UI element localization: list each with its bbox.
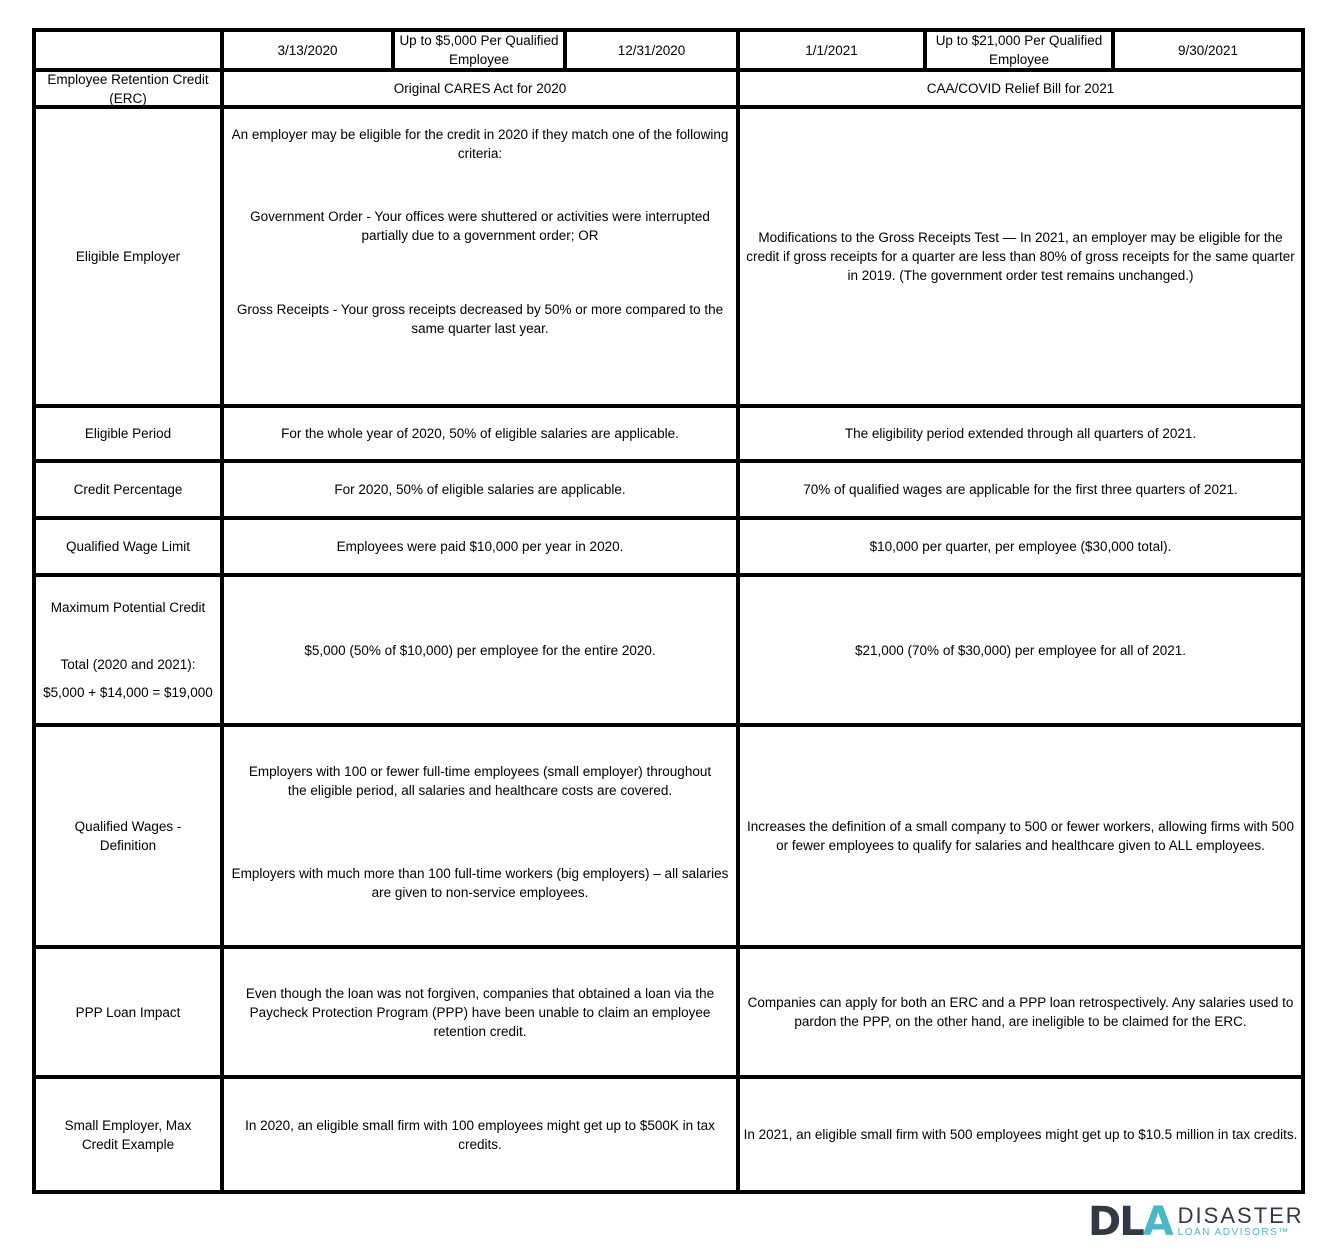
credit-2021: Up to $21,000 Per Qualified Employee <box>935 33 1103 67</box>
header-date-end-2021 <box>1115 32 1301 68</box>
small-employer-definition: Employers with 100 or fewer full-time employees (small employer) throughout the eligible period, all salaries and healthcare costs are covered. <box>248 764 712 798</box>
disaster-loan-advisors-logo <box>1088 1199 1304 1245</box>
logo-letter-a: A <box>1142 1199 1172 1245</box>
cell-text: Increases the definition of a small company to 500 or fewer workers, allowing firms with 500 or fewer employees to qualify for salaries and healthcare given to ALL employees. <box>746 819 1294 853</box>
row-label: Qualified Wages - Definition <box>74 819 182 853</box>
logo-word-disaster: DISASTER <box>1177 1203 1304 1228</box>
eligible-employer-2021 <box>740 109 1301 404</box>
header-credit-2020 <box>395 32 563 68</box>
qualified-wages-definition-2020 <box>224 727 736 945</box>
row-label-eligible-employer <box>36 109 220 404</box>
date-start-2020: 3/13/2020 <box>277 42 338 58</box>
date-end-2021: 9/30/2021 <box>1177 42 1239 58</box>
row-label-eligible-period <box>36 408 220 459</box>
row-label: Credit Percentage <box>73 482 183 497</box>
row-label: Eligible Period <box>84 426 172 441</box>
row-label-small-employer-example <box>36 1079 220 1190</box>
cell-text: In 2020, an eligible small firm with 100 employees might get up to $500K in tax credits. <box>245 1117 715 1152</box>
eligible-employer-2020 <box>224 109 736 404</box>
row-label: Eligible Employer <box>75 249 181 264</box>
qualified-wage-limit-2021 <box>740 520 1301 573</box>
credit-percentage-2021 <box>740 463 1301 516</box>
cell-text: $5,000 (50% of $10,000) per employee for the entire 2020. <box>304 642 656 658</box>
header-blank-cell <box>36 32 220 68</box>
cell-text: $10,000 per quarter, per employee ($30,000 total). <box>869 539 1172 554</box>
cell-text: 70% of qualified wages are applicable for the first three quarters of 2021. <box>803 482 1238 497</box>
date-end-2020: 12/31/2020 <box>617 42 686 58</box>
qualified-wages-definition-2021 <box>740 727 1301 945</box>
cell-text: Employees were paid $10,000 per year in 2020. <box>336 539 624 554</box>
erc-comparison-table <box>32 28 1305 1194</box>
dla-logo-mark <box>1088 1199 1172 1245</box>
subheader-label <box>36 72 220 105</box>
credit-percentage-2020 <box>224 463 736 516</box>
total-sum: $5,000 + $14,000 = $19,000 <box>43 685 213 700</box>
row-label: PPP Loan Impact <box>75 1004 181 1020</box>
cell-text: In 2021, an eligible small firm with 500 employees might get up to $10.5 million in tax credits. <box>743 1127 1298 1142</box>
cell-text: $21,000 (70% of $30,000) per employee for all of 2021. <box>855 642 1186 658</box>
maximum-potential-credit-2021 <box>740 577 1301 723</box>
header-date-end-2020 <box>567 32 736 68</box>
row-label-qualified-wages-definition <box>36 727 220 945</box>
row-label-credit-percentage <box>36 463 220 516</box>
cell-text: For 2020, 50% of eligible salaries are applicable. <box>334 482 626 497</box>
small-employer-example-2021 <box>740 1079 1301 1190</box>
date-start-2021: 1/1/2021 <box>805 42 858 58</box>
row-label: Qualified Wage Limit <box>65 539 191 554</box>
eligible-period-2020 <box>224 408 736 459</box>
ppp-loan-impact-2020 <box>224 949 736 1075</box>
eligibility-intro: An employer may be eligible for the credit in 2020 if they match one of the following criteria: <box>231 127 729 161</box>
max-credit-label: Maximum Potential Credit <box>50 600 206 615</box>
logo-letter-d: D <box>1088 1199 1120 1245</box>
header-credit-2021 <box>927 32 1111 68</box>
header-date-start-2020 <box>224 32 391 68</box>
maximum-potential-credit-2020 <box>224 577 736 723</box>
logo-wordmark <box>1178 1205 1304 1239</box>
gross-receipts-modification: Modifications to the Gross Receipts Test — In 2021, an employer may be eligible for the credit if gross receipts for a quarter are less than 80% of gross receipts for the same quarter in 2019. (The government order test remains unchanged.) <box>746 230 1295 283</box>
eligible-period-2021 <box>740 408 1301 459</box>
cell-text: The eligibility period extended through all quarters of 2021. <box>844 426 1197 441</box>
row-label: Small Employer, Max Credit Example <box>64 1117 192 1152</box>
header-date-start-2021 <box>740 32 923 68</box>
row-label-qualified-wage-limit <box>36 520 220 573</box>
logo-word-loan-advisors: LOAN ADVISORS™ <box>1177 1227 1290 1238</box>
cell-text: For the whole year of 2020, 50% of eligible salaries are applicable. <box>281 426 679 441</box>
row-label-ppp-loan-impact <box>36 949 220 1075</box>
subheader-2021 <box>740 72 1301 105</box>
logo-letter-l: L <box>1119 1199 1143 1245</box>
subheader-2020 <box>224 72 736 105</box>
cares-act-heading: Original CARES Act for 2020 <box>393 81 567 96</box>
big-employer-definition: Employers with much more than 100 full-time workers (big employers) – all salaries are given to non-service employees. <box>231 866 729 900</box>
caa-relief-heading: CAA/COVID Relief Bill for 2021 <box>926 81 1115 96</box>
government-order-criterion: Government Order - Your offices were shuttered or activities were interrupted partially due to a government order; OR <box>250 209 710 243</box>
row-label-maximum-potential-credit <box>36 577 220 723</box>
erc-label: Employee Retention Credit (ERC) <box>47 71 209 106</box>
cell-text: Companies can apply for both an ERC and a PPP loan retrospectively. Any salaries used to pardon the PPP, on the other hand, are ineligible to be claimed for the ERC. <box>747 995 1294 1029</box>
credit-2020: Up to $5,000 Per Qualified Employee <box>399 33 559 67</box>
gross-receipts-criterion: Gross Receipts - Your gross receipts decreased by 50% or more compared to the same quarter last year. <box>236 302 724 336</box>
total-label: Total (2020 and 2021): <box>60 657 196 672</box>
small-employer-example-2020 <box>224 1079 736 1190</box>
cell-text: Even though the loan was not forgiven, companies that obtained a loan via the Paycheck Protection Program (PPP) have been unable to claim an employee retention credit. <box>245 985 715 1039</box>
ppp-loan-impact-2021 <box>740 949 1301 1075</box>
qualified-wage-limit-2020 <box>224 520 736 573</box>
